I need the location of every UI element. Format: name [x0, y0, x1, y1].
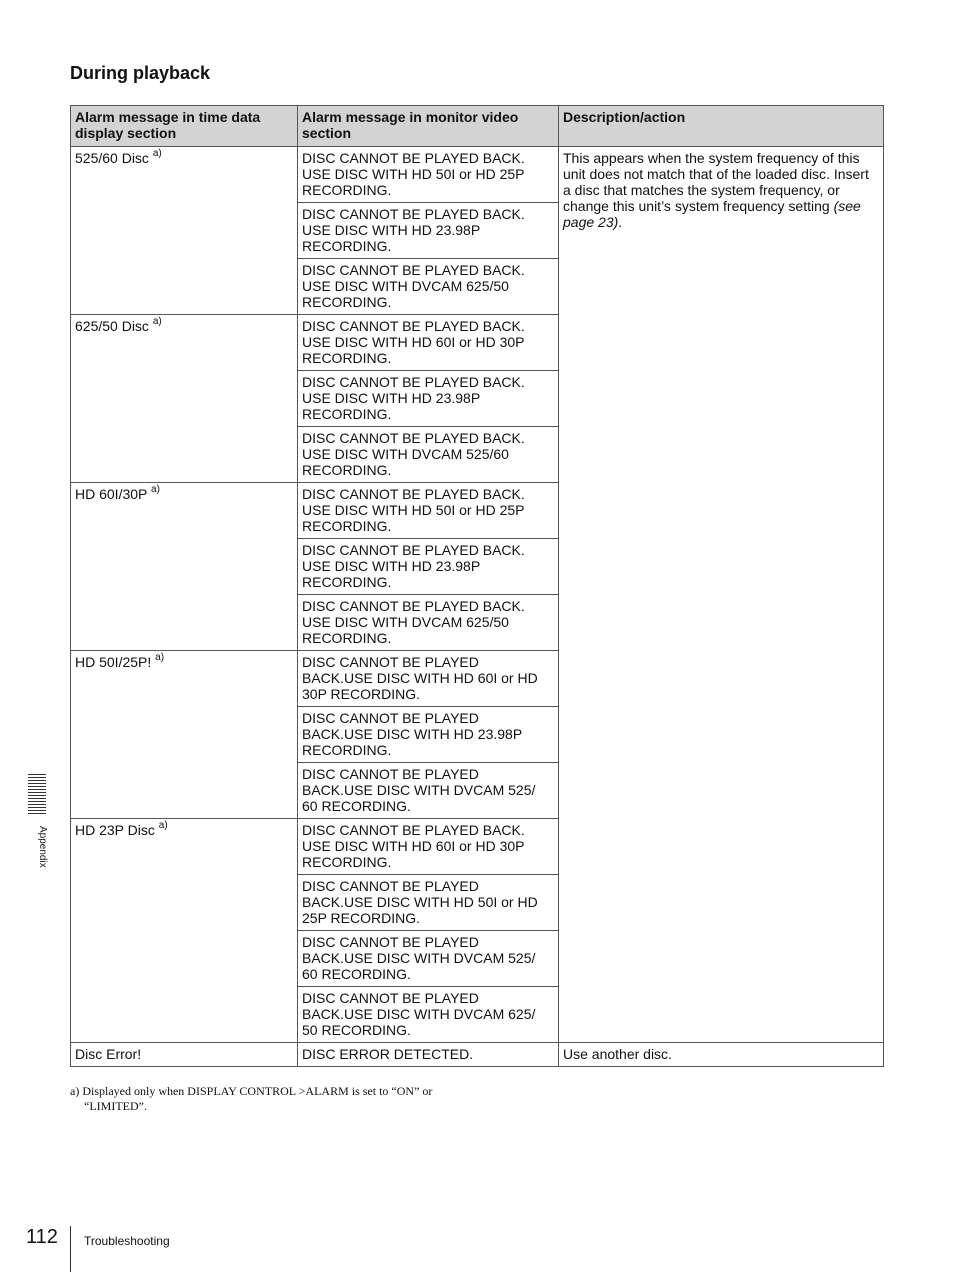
footnote-ref: a) [155, 652, 165, 664]
alarm-message-cell: DISC CANNOT BE PLAYED BACK.USE DISC WITH DVCAM 625/ 50 RECORDING. [298, 987, 559, 1043]
description-cell [559, 147, 884, 1043]
alarm-table [70, 105, 884, 1067]
footnote-line-2: “LIMITED”. [84, 1099, 147, 1113]
alarm-message-cell: DISC CANNOT BE PLAYED BACK. USE DISC WITH HD 23.98P RECORDING. [298, 371, 559, 427]
alarm-message-cell: DISC CANNOT BE PLAYED BACK.USE DISC WITH HD 50I or HD 25P RECORDING. [298, 875, 559, 931]
footer-section-label: Troubleshooting [84, 1234, 170, 1248]
alarm-message-cell: DISC CANNOT BE PLAYED BACK. USE DISC WITH HD 23.98P RECORDING. [298, 539, 559, 595]
description-text: This appears when the system frequency of this unit does not match that of the loaded disc. Insert a disc that matches the system frequency, or change this unit’s system frequency setting [563, 150, 869, 214]
footer-divider [70, 1226, 71, 1272]
footnote-ref: a) [151, 484, 160, 496]
alarm-message-cell: DISC CANNOT BE PLAYED BACK. USE DISC WITH HD 23.98P RECORDING. [298, 203, 559, 259]
alarm-time-data-cell: Disc Error! [71, 1043, 298, 1067]
alarm-message-cell: DISC CANNOT BE PLAYED BACK.USE DISC WITH HD 60I or HD 30P RECORDING. [298, 651, 559, 707]
footnote-ref: a) [158, 820, 168, 832]
alarm-label: HD 23P Disc [75, 822, 155, 838]
alarm-message-cell: DISC CANNOT BE PLAYED BACK. USE DISC WITH DVCAM 625/50 RECORDING. [298, 259, 559, 315]
alarm-label: HD 60I/30P [75, 486, 148, 502]
footnote-ref: a) [152, 316, 162, 328]
alarm-message-cell: DISC CANNOT BE PLAYED BACK. USE DISC WITH DVCAM 625/50 RECORDING. [298, 595, 559, 651]
footnote [70, 1084, 432, 1114]
footnote-ref: a) [152, 148, 162, 160]
alarm-message-cell: DISC CANNOT BE PLAYED BACK. USE DISC WITH DVCAM 525/60 RECORDING. [298, 427, 559, 483]
alarm-time-data-cell [71, 147, 298, 315]
description-cell: Use another disc. [559, 1043, 884, 1067]
table-row [71, 1043, 884, 1067]
alarm-label: 625/50 Disc [75, 318, 149, 334]
footnote-line-1: a) Displayed only when DISPLAY CONTROL >ALARM is set to “ON” or [70, 1084, 433, 1098]
alarm-message-cell: DISC CANNOT BE PLAYED BACK.USE DISC WITH DVCAM 525/ 60 RECORDING. [298, 763, 559, 819]
header-row [71, 106, 884, 147]
page-number: 112 [26, 1226, 58, 1248]
alarm-message-cell: DISC CANNOT BE PLAYED BACK. USE DISC WITH HD 50I or HD 25P RECORDING. [298, 147, 559, 203]
header-time-data: Alarm message in time data display section [71, 106, 298, 147]
alarm-label: HD 50I/25P! [75, 654, 152, 670]
header-monitor-video: Alarm message in monitor video section [298, 106, 559, 147]
section-title: During playback [70, 63, 211, 83]
alarm-time-data-cell [71, 315, 298, 483]
header-description: Description/action [559, 106, 884, 147]
alarm-label: 525/60 Disc [75, 150, 149, 166]
alarm-message-cell: DISC CANNOT BE PLAYED BACK. USE DISC WITH HD 60I or HD 30P RECORDING. [298, 819, 559, 875]
alarm-message-cell: DISC CANNOT BE PLAYED BACK.USE DISC WITH HD 23.98P RECORDING. [298, 707, 559, 763]
alarm-time-data-cell [71, 483, 298, 651]
alarm-time-data-cell [71, 651, 298, 819]
page-reference: (see page 23) [563, 198, 861, 230]
alarm-message-cell: DISC CANNOT BE PLAYED BACK.USE DISC WITH DVCAM 525/ 60 RECORDING. [298, 931, 559, 987]
alarm-message-cell: DISC ERROR DETECTED. [298, 1043, 559, 1067]
side-tab-label: Appendix [37, 826, 48, 868]
table-row [71, 147, 884, 203]
alarm-time-data-cell [71, 819, 298, 1043]
section-tab-marker [28, 774, 46, 816]
description-end: . [618, 214, 623, 230]
alarm-message-cell: DISC CANNOT BE PLAYED BACK. USE DISC WITH HD 60I or HD 30P RECORDING. [298, 315, 559, 371]
alarm-message-cell: DISC CANNOT BE PLAYED BACK. USE DISC WITH HD 50I or HD 25P RECORDING. [298, 483, 559, 539]
